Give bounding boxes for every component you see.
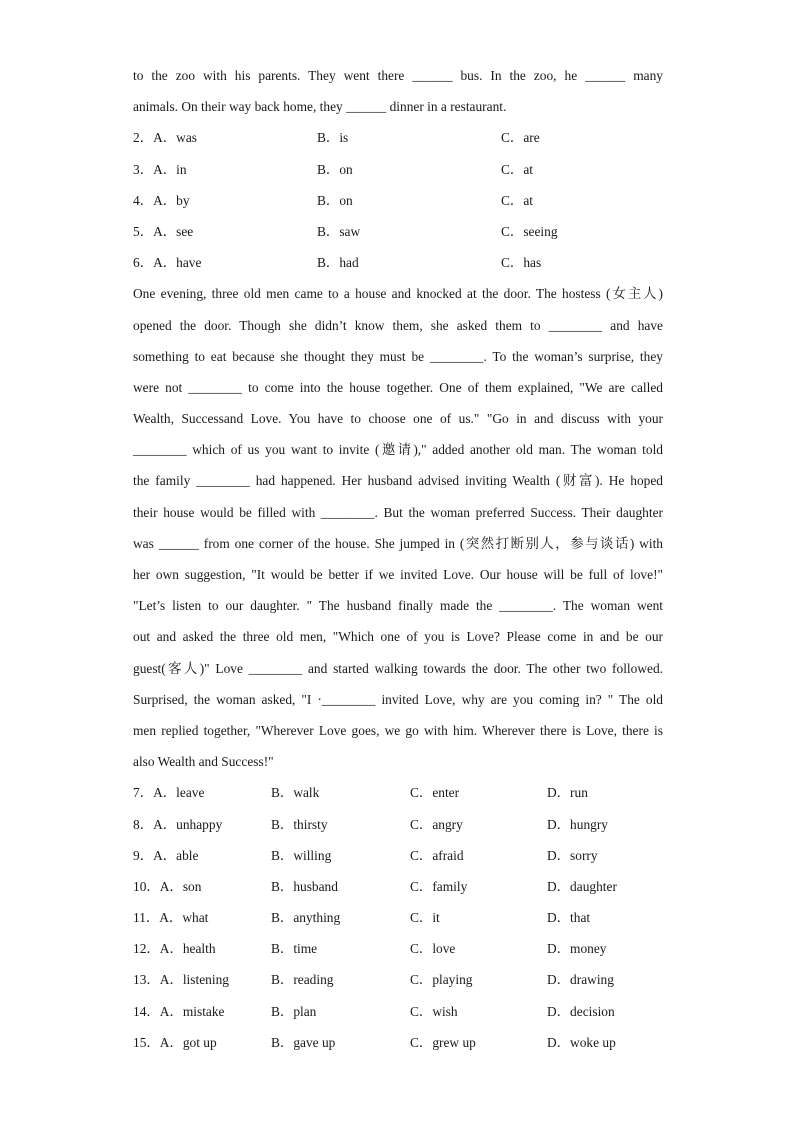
option-c: C．wish	[410, 1003, 458, 1019]
question-row	[133, 871, 663, 902]
option-b: B．anything	[271, 910, 341, 926]
option-d: D．woke up	[547, 1034, 616, 1050]
option-d: D．daughter	[547, 878, 617, 894]
question-row	[133, 154, 663, 185]
option-c: C．enter	[410, 785, 460, 801]
question-number: 11．	[133, 910, 160, 926]
passage-line: "Let’s listen to our daughter. " The husband finally made the ________. The woman went	[133, 598, 663, 614]
question-number: 4．	[133, 192, 154, 208]
option-a: 10．A．son	[133, 878, 202, 894]
question-group-1	[133, 122, 663, 278]
option-a: 14．A．mistake	[133, 1003, 225, 1019]
passage-line: something to eat because she thought they must be ________. To the woman’s surprise, they	[133, 348, 663, 364]
option-d: D．that	[547, 910, 591, 926]
passage-line: opened the door. Though she didn’t know them, she asked them to ________ and have	[133, 317, 663, 333]
option-a: 12．A．health	[133, 941, 216, 957]
question-row	[133, 964, 663, 995]
question-number: 15．	[133, 1034, 160, 1050]
question-row	[133, 247, 663, 278]
option-a: 4．A．by	[133, 192, 190, 208]
option-c: C．it	[410, 910, 440, 926]
passage-1	[133, 60, 663, 122]
question-number: 3．	[133, 161, 154, 177]
question-number: 8．	[133, 816, 154, 832]
passage-line: Wealth, Successand Love. You have to choose one of us." "Go in and discuss with your	[133, 411, 663, 427]
option-b: B．walk	[271, 785, 320, 801]
question-number: 10．	[133, 878, 160, 894]
option-d: D．run	[547, 785, 588, 801]
question-number: 14．	[133, 1003, 160, 1019]
passage-line: was ______ from one corner of the house. She jumped in (突然打断别人，参与谈话) with	[133, 535, 663, 551]
option-b: B．is	[317, 130, 349, 146]
question-row	[133, 777, 663, 808]
option-c: C．grew up	[410, 1034, 476, 1050]
option-b: B．on	[317, 192, 353, 208]
passage-line: also Wealth and Success!"	[133, 754, 274, 770]
question-number: 9．	[133, 847, 154, 863]
question-row	[133, 996, 663, 1027]
option-c: C．love	[410, 941, 456, 957]
question-row	[133, 122, 663, 153]
question-number: 13．	[133, 972, 160, 988]
passage-line: to the zoo with his parents. They went there ______ bus. In the zoo, he ______ many	[133, 68, 663, 83]
option-a: 8．A．unhappy	[133, 816, 223, 832]
option-b: B．on	[317, 161, 353, 177]
option-c: C．at	[501, 161, 533, 177]
question-number: 12．	[133, 941, 160, 957]
passage-line: One evening, three old men came to a house and knocked at the door. The hostess (女主人)	[133, 286, 663, 302]
option-b: B．willing	[271, 847, 332, 863]
option-c: C．has	[501, 255, 542, 271]
passage-line: her own suggestion, "It would be better if we invited Love. Our house will be full of love!"	[133, 567, 663, 582]
option-d: D．drawing	[547, 972, 614, 988]
option-c: C．family	[410, 878, 468, 894]
passage-2	[133, 278, 663, 777]
worksheet-page	[133, 60, 663, 1058]
passage-line: animals. On their way back home, they ______ dinner in a restaurant.	[133, 99, 507, 115]
option-a: 2．A．was	[133, 130, 197, 146]
option-a: 5．A．see	[133, 223, 194, 239]
option-c: C．at	[501, 192, 533, 208]
option-a: 11．A．what	[133, 910, 209, 926]
option-c: C．angry	[410, 816, 463, 832]
question-row	[133, 840, 663, 871]
question-number: 5．	[133, 223, 154, 239]
question-number: 6．	[133, 255, 154, 271]
option-d: D．money	[547, 941, 607, 957]
option-d: D．hungry	[547, 816, 608, 832]
option-d: D．sorry	[547, 847, 598, 863]
option-b: B．husband	[271, 878, 338, 894]
passage-line: men replied together, "Wherever Love goes, we go with him. Wherever there is Love, there is	[133, 722, 663, 738]
question-number: 2．	[133, 130, 154, 146]
option-b: B．gave up	[271, 1034, 336, 1050]
question-row	[133, 809, 663, 840]
option-b: B．reading	[271, 972, 334, 988]
option-c: C．afraid	[410, 847, 464, 863]
option-a: 13．A．listening	[133, 972, 229, 988]
option-b: B．time	[271, 941, 318, 957]
option-a: 6．A．have	[133, 255, 202, 271]
option-b: B．saw	[317, 223, 361, 239]
question-row	[133, 185, 663, 216]
option-a: 7．A．leave	[133, 785, 205, 801]
option-b: B．thirsty	[271, 816, 328, 832]
option-a: 9．A．able	[133, 847, 199, 863]
question-row	[133, 216, 663, 247]
option-c: C．seeing	[501, 223, 558, 239]
passage-line: were not ________ to come into the house together. One of them explained, "We are called	[133, 379, 663, 395]
option-c: C．playing	[410, 972, 473, 988]
passage-line: Surprised, the woman asked, "I ·________ invited Love, why are you coming in? " The old	[133, 691, 663, 707]
option-b: B．plan	[271, 1003, 317, 1019]
question-row	[133, 1027, 663, 1058]
option-c: C．are	[501, 130, 540, 146]
passage-line: out and asked the three old men, "Which one of you is Love? Please come in and be our	[133, 629, 663, 645]
question-row	[133, 933, 663, 964]
passage-line: guest(客人)" Love ________ and started walking towards the door. The other two followed.	[133, 660, 663, 676]
option-d: D．decision	[547, 1003, 615, 1019]
question-number: 7．	[133, 785, 154, 801]
passage-line: their house would be filled with ________. But the woman preferred Success. Their daughter	[133, 504, 663, 520]
question-row	[133, 902, 663, 933]
passage-line: ________ which of us you want to invite (邀请)," added another old man. The woman told	[133, 442, 663, 458]
passage-line: the family ________ had happened. Her husband advised inviting Wealth (财富). He hoped	[133, 473, 663, 489]
option-a: 15．A．got up	[133, 1034, 217, 1050]
option-a: 3．A．in	[133, 161, 187, 177]
question-group-2	[133, 777, 663, 1058]
option-b: B．had	[317, 255, 359, 271]
